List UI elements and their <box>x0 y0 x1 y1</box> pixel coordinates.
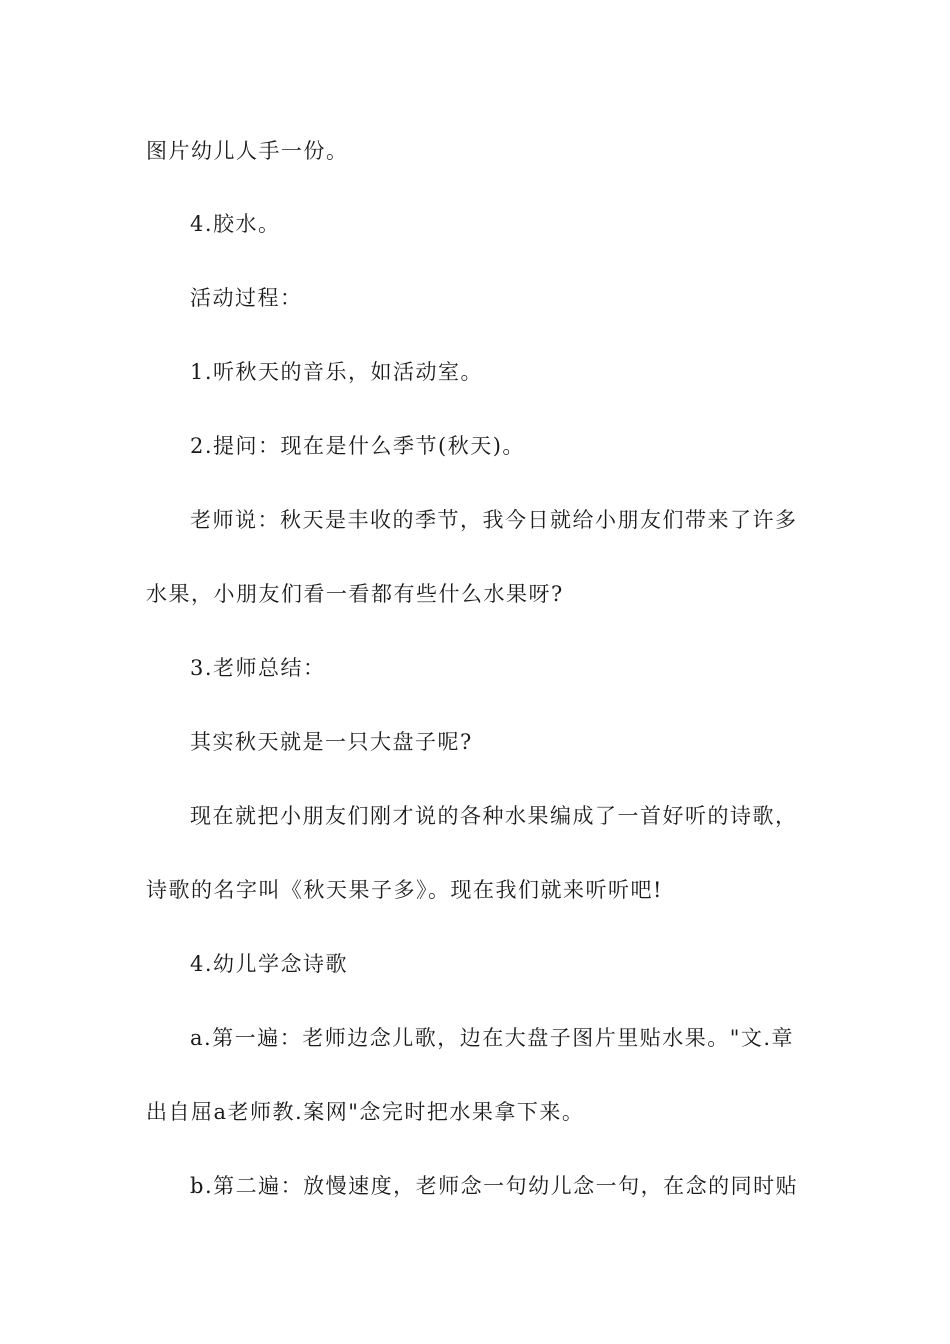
text-line: 水果，小朋友们看一看都有些什么水果呀? <box>146 582 564 606</box>
text-line: 诗歌的名字叫《秋天果子多》。现在我们就来听听吧! <box>146 878 663 902</box>
text-line: b.第二遍：放慢速度，老师念一句幼儿念一句，在念的同时贴 <box>190 1174 799 1198</box>
text-line: a.第一遍：老师边念儿歌，边在大盘子图片里贴水果。"文.章 <box>190 1026 795 1050</box>
section-heading: 活动过程： <box>190 286 303 310</box>
text-line: 3.老师总结： <box>190 656 326 680</box>
text-line: 1.听秋天的音乐，如活动室。 <box>190 360 484 384</box>
text-line: 出自屈a老师教.案网"念完时把水果拿下来。 <box>146 1100 585 1124</box>
text-line: 老师说：秋天是丰收的季节，我今日就给小朋友们带来了许多 <box>190 508 798 532</box>
text-line: 2.提问：现在是什么季节(秋天)。 <box>190 434 525 458</box>
text-line: 4.胶水。 <box>190 212 281 236</box>
text-line: 其实秋天就是一只大盘子呢? <box>190 730 473 754</box>
text-line: 现在就把小朋友们刚才说的各种水果编成了一首好听的诗歌， <box>190 804 798 828</box>
text-line: 图片幼儿人手一份。 <box>146 139 349 163</box>
text-line: 4.幼儿学念诗歌 <box>190 952 349 976</box>
